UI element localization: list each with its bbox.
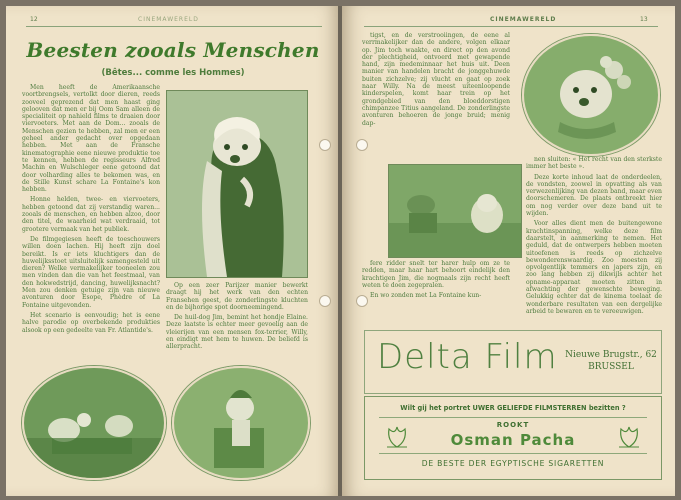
binding-hole xyxy=(357,140,367,150)
paragraph: Men heeft de Amerikaansche voortbrengsels, vertolkt door dieren, reeds zooveel geprezend dat men haast ging gelooven dat men er bij Oom Sam alleen de specialiteit op nahield films te draaien door viervoeters. Met aan de Dom... zooals de Menschen gezien te hebben, zal men er een geheel ander gedacht over opgedaan hebben. Met aan de Fransche kinematographie eene nieuwe produktie toe te kennen, hebben de regisseurs Alfred Machin en Wulschleger eene getoond dat door volharding alles te bekomen was, en de Stille Kunst schare La Fontaine's kon hebben. xyxy=(22,84,160,194)
photo-dog-in-bonnet xyxy=(166,90,308,278)
right-column-1 xyxy=(362,32,510,162)
left-column-1 xyxy=(22,84,160,362)
paragraph: Op een zeer Parijzer manier bewerkt draagt hij het werk van den echten Fransehen geest, de zonderlingste kluchten en de bijhorige spot doorneemingend. xyxy=(166,282,308,311)
article-subtitle: (Bêtes... comme les Hommes) xyxy=(101,68,245,78)
right-column-3 xyxy=(526,156,662,324)
right-header-rule xyxy=(364,26,658,27)
osman-question: Wilt gij het portret UWER GELIEFDE FILMSTERREN bezitten ? xyxy=(400,404,626,412)
osman-rule xyxy=(379,417,647,418)
delta-film-address xyxy=(561,349,661,373)
osman-rookt: ROOKT xyxy=(496,421,530,429)
delta-address-city: BRUSSEL xyxy=(588,362,634,372)
paragraph: En wo zonden met La Fontaine kun- xyxy=(370,292,482,300)
paragraph: fere ridder snelt ter harer hulp om ze te redden, maar haar hart behoort eindelijk den krachtigen Jim, die nogmaals zijn recht heeft weten te doen zegepralen. xyxy=(362,260,510,289)
osman-tagline: DE BESTE DER EGYPTISCHE SIGARETTEN xyxy=(421,459,605,468)
delta-film-name: Delta Film xyxy=(377,337,558,377)
left-masthead: CINEMAWERELD xyxy=(138,16,199,23)
lotus-icon-right xyxy=(615,423,643,449)
oval-photo-dogs-and-child xyxy=(22,366,166,480)
paragraph: Voor alles dient men de buitengewone krachtinspanning, welke deze film daarstelt, in aanmerking te nemen. Het geduld, dat de ontwerpers hebben moeten uitoefenen is reeds op zichzelve bewonderenswaardig. Zoo moesten zij opvolgentlijk temmers en japers zijn, en zoo lang hebben zij dikwijls achter het opname-apparaat moeten zitten in afwachting der gewenschte beweging. Gelukkig echter dat de kinema toelaat de wonderbare resultaten van een dergelijke arbeid te bewaren en te vereeuwigen. xyxy=(526,220,662,315)
paragraph: De filmgegiesen heeft de toeschouwers willen doen lachen. Hij heeft zijn doel bereikt. Is er iets kluchtigers dan de huwelijksstoet uitsluitelijk samengesteld uit dieren? Welke vermakelijker tooneelen zou men vinden dan die van het feestmaal, van den hokwedstrijd, dancing, huwelijksnacht? Men zou denken getuige zijn van nieuwe avonturen door Esope, Phèdre of La Fontaine uitgevonden. xyxy=(22,235,160,309)
right-masthead: CINEMAWERELD xyxy=(490,16,557,23)
delta-film-ad xyxy=(364,330,662,394)
left-page-number: 12 xyxy=(30,16,38,23)
dog-flowers-illustration xyxy=(524,36,658,154)
lotus-icon-left xyxy=(383,423,411,449)
binding-hole xyxy=(320,296,330,306)
osman-pacha-ad xyxy=(364,396,662,480)
paragraph: Deze korte inhoud laat de onderdeelen, de vondsten, zoowel in opvatting als van verwezenlijking van dezen band, maar even doorschemeren. De plaats ontbreekt hier om nog verder over deze band uit te wijden. xyxy=(526,173,662,218)
right-column-2 xyxy=(362,260,510,318)
dog-chair-illustration xyxy=(174,368,308,478)
left-column-2 xyxy=(166,282,308,362)
chimpanzee-illustration xyxy=(389,165,521,257)
oval-photo-dog-with-flowers xyxy=(522,34,660,156)
binding-hole xyxy=(357,296,367,306)
paragraph: Honne helden, twee- en viervoeters, hebben getoond dat zij verstandig waren... zooals de menschen, en hebben alzoo, door den titel, de waarheid wat verdraaid, tot grootere vermaak van het publiek. xyxy=(22,196,160,233)
dogs-child-illustration xyxy=(24,368,164,478)
oval-photo-dog-on-chair xyxy=(172,366,310,480)
article-title: Beesten zooals Menschen xyxy=(26,38,320,62)
right-page xyxy=(342,6,675,496)
left-header-rule xyxy=(26,26,322,27)
osman-rule-2 xyxy=(379,453,647,454)
osman-brand: Osman Pacha xyxy=(450,431,576,449)
paragraph: De huil-dog Jim, bemint het hondje Elaine. Deze laatste is echter meer gevoelig aan de vleierijen van een mensen fox-terrier, Willy, en eindigt met hem te huwen. De beliefd is allerpracht. xyxy=(166,314,308,351)
right-page-number: 13 xyxy=(640,16,648,23)
delta-address-street: Nieuwe Brugstr., 62 xyxy=(565,350,657,360)
dog-bonnet-illustration xyxy=(167,91,307,277)
paragraph: Het scenario is eenvoudig; het is eene halve parodie op overbekende produkties alsook op een gedeelte van Fr. Atlantide's. xyxy=(22,311,160,334)
paragraph: nen sluiten: « Het recht van den sterkste immer het beste ». xyxy=(526,156,662,171)
left-page xyxy=(6,6,340,496)
paragraph: tigst, en de verstrooiingen, de eene al verrmakelijker dan de andere, volgen elkaar op. Jim toch waakte, en direct op den avond der plechtigheid, ontvoerd met gewapende hand, zijn medeminnaar het huis uit. Deen manier van handelen bracht de jonggehuwde buiten zichzelve; zij vlucht en gaat op zoek naar Willy. Na de meest uiteenloopende kinderspelen, komt haar trein op het grondgebied van den bloeddorstigen chimpanzee Titius aangeland. De zonderlingste avonturen behoeren de jonge bruid; menig dap- xyxy=(362,32,510,127)
binding-hole xyxy=(320,140,330,150)
photo-chimpanzee-scene xyxy=(388,164,522,258)
